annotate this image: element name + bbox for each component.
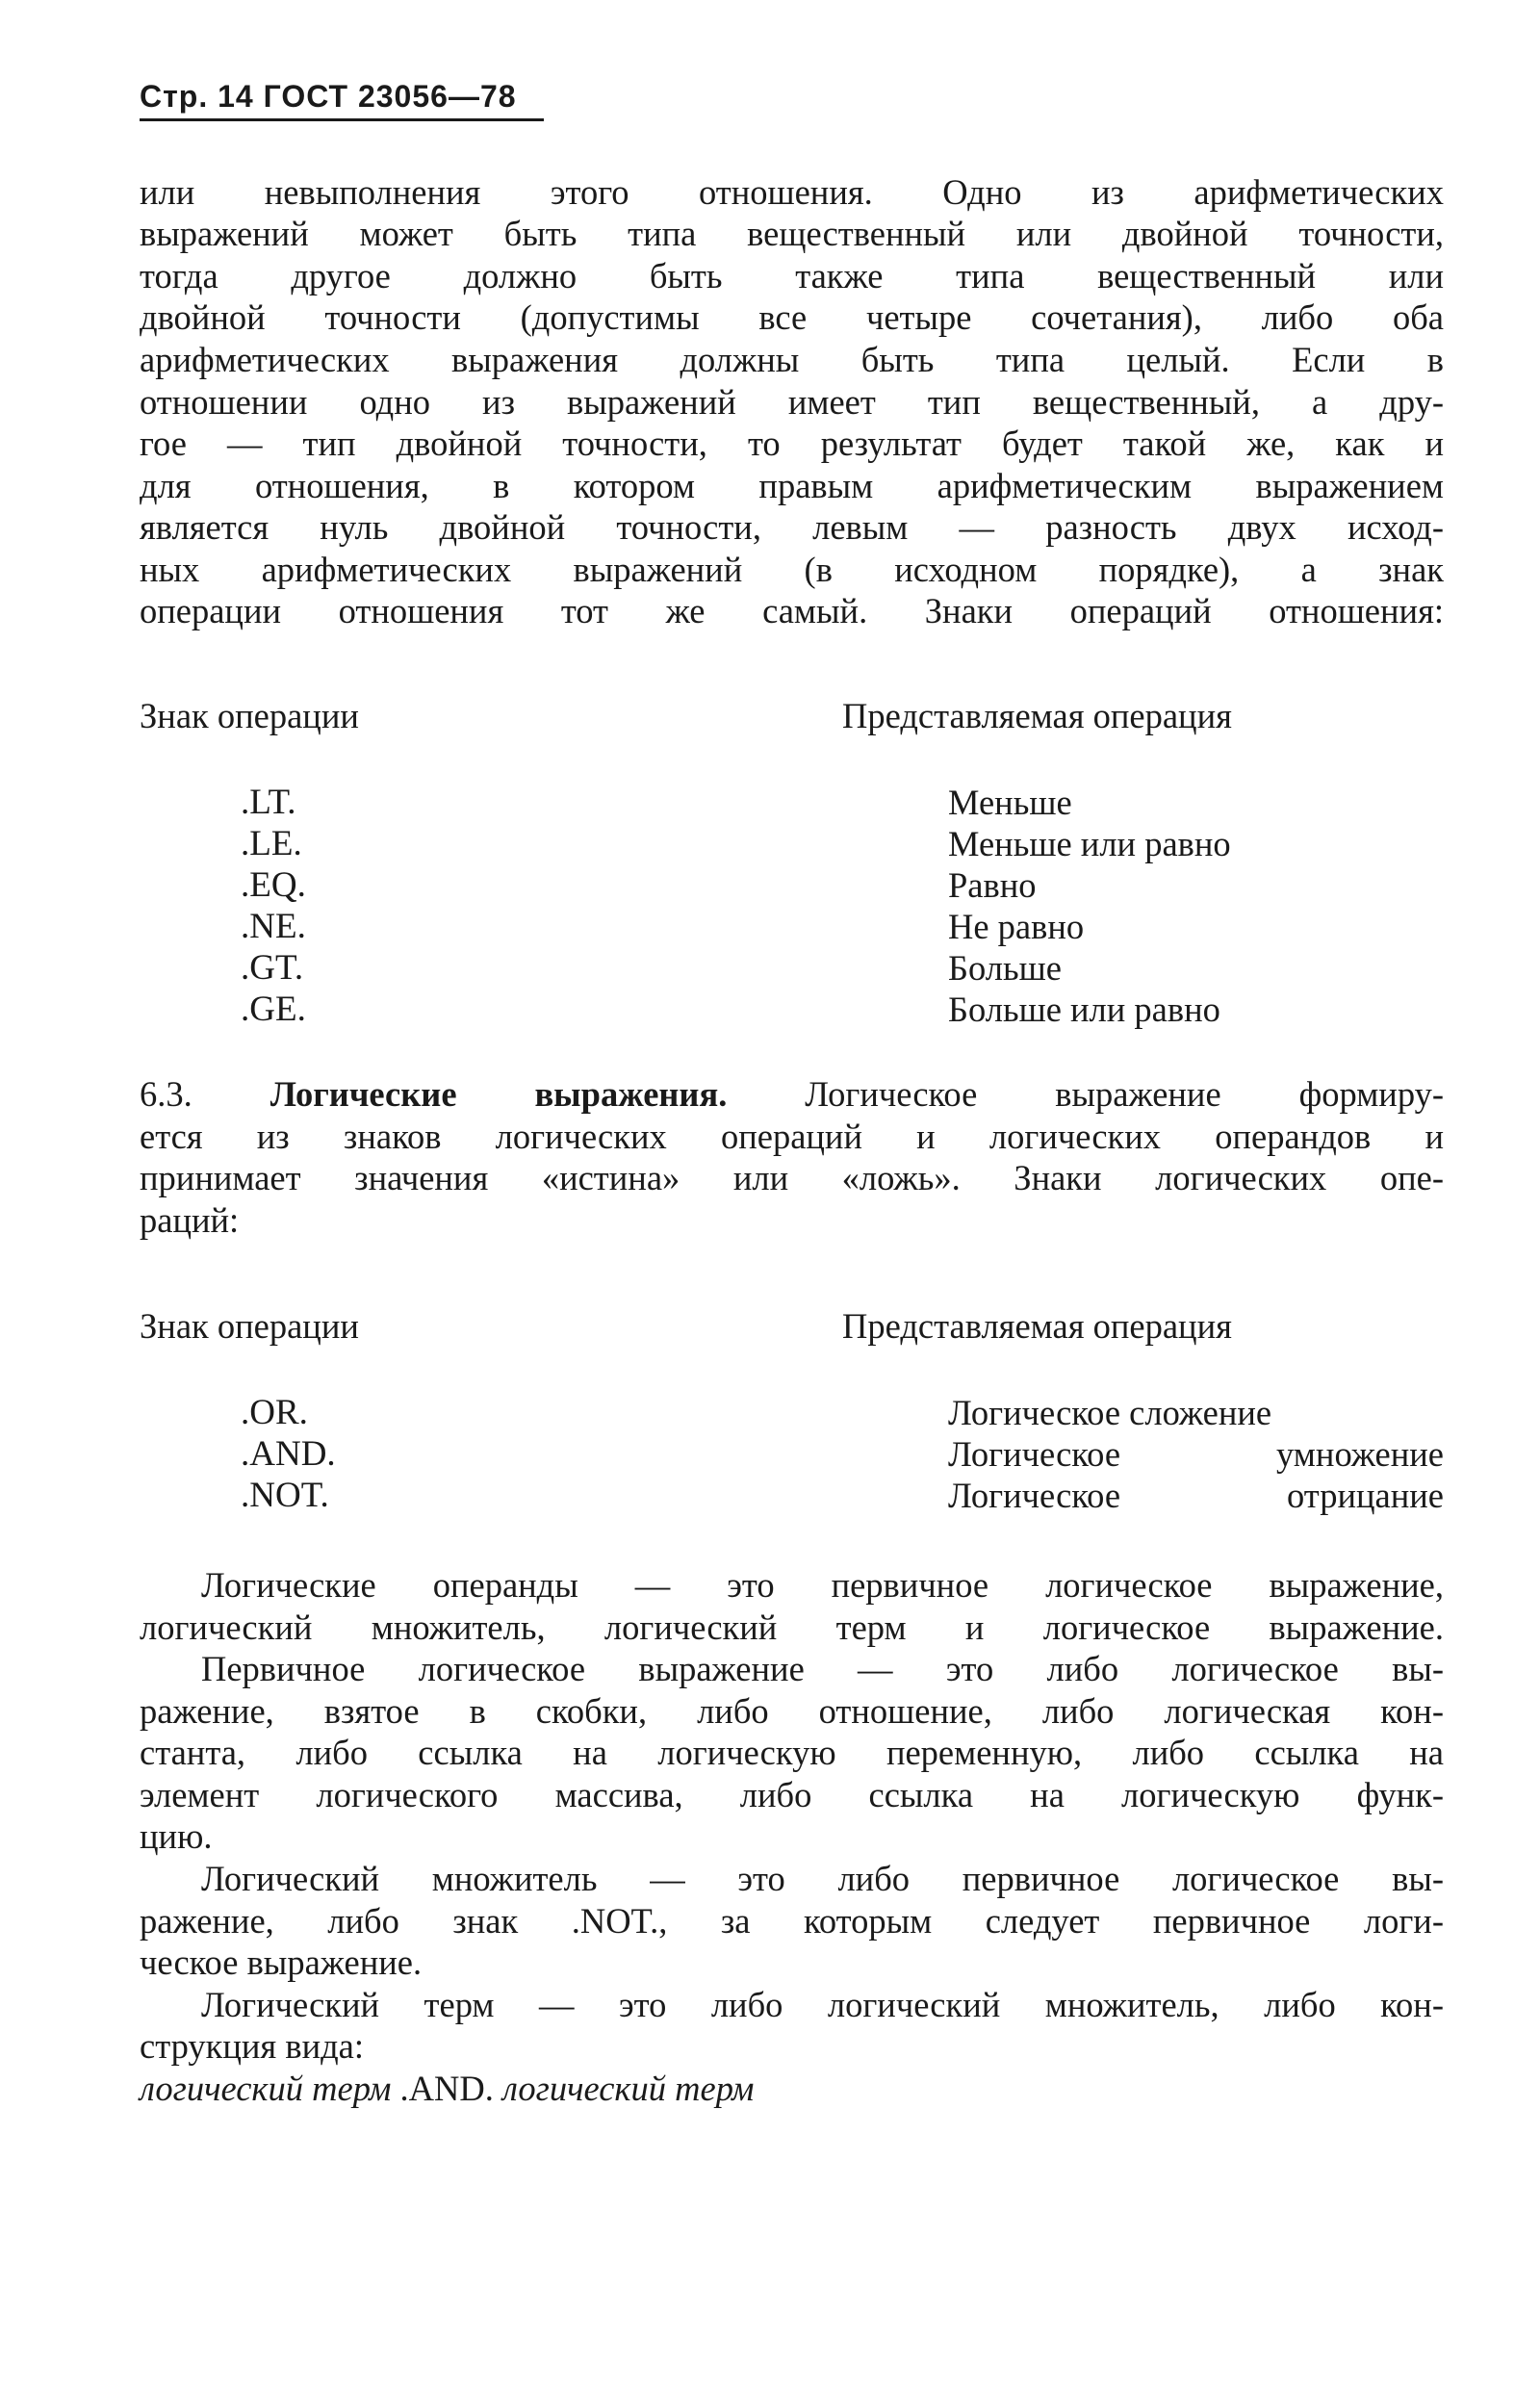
intro-line: двойной точности (допустимы все четыре сочетания), либо оба	[140, 297, 1444, 337]
operator-sign: .NOT.	[241, 1476, 329, 1515]
section-line: ется из знаков логических операций и логических операндов и	[140, 1117, 1444, 1156]
intro-line: или невыполнения этого отношения. Одно из арифметических	[140, 172, 1444, 212]
column-header-sign: Знак операции	[140, 1306, 359, 1346]
operator-sign: .OR.	[241, 1393, 308, 1432]
relational-operators-table	[140, 695, 1444, 1042]
paragraph-line: логический множитель, логический терм и логическое выражение.	[140, 1608, 1444, 1647]
operator-sign: .NE.	[241, 907, 306, 946]
section-line: раций:	[140, 1200, 240, 1240]
intro-line: для отношения, в котором правым арифметическим выражением	[140, 466, 1444, 505]
operator-meaning: Меньше или равно	[948, 824, 1231, 863]
operator-sign: .GE.	[241, 990, 306, 1029]
column-header-meaning: Представляемая операция	[842, 696, 1232, 735]
operator-meaning: Меньше	[948, 783, 1072, 822]
operator-sign: .GT.	[241, 948, 304, 988]
paragraph-line: Логический терм — это либо логический множитель, либо кон-	[201, 1985, 1444, 2024]
paragraph-line: цию.	[140, 1816, 213, 1856]
page-header: Стр. 14 ГОСТ 23056—78	[140, 79, 544, 121]
paragraph-line: элемент логического массива, либо ссылка на логическую функ-	[140, 1775, 1444, 1814]
section-6-3-first-line	[140, 1073, 1444, 1116]
paragraph-line: струкция вида:	[140, 2026, 365, 2066]
intro-line: выражений может быть типа вещественный или двойной точности,	[140, 214, 1444, 253]
section-text: Логическое выражение формиру-	[805, 1074, 1445, 1114]
column-header-sign: Знак операции	[140, 696, 359, 735]
operator-sign: .LT.	[241, 783, 296, 822]
logical-operators-table	[140, 1305, 1444, 1517]
intro-line: гое — тип двойной точности, то результат будет такой же, как и	[140, 424, 1444, 463]
section-line: принимает значения «истина» или «ложь». Знаки логических опе-	[140, 1158, 1444, 1197]
paragraph-line: станта, либо ссылка на логическую переменную, либо ссылка на	[140, 1733, 1444, 1772]
intro-line: ных арифметических выражений (в исходном порядке), а знак	[140, 550, 1444, 589]
paragraph-line: Логические операнды — это первичное логическое выражение,	[201, 1565, 1444, 1605]
paragraph-line: ческое выражение.	[140, 1942, 423, 1982]
construct-operator: .AND.	[399, 2069, 494, 2108]
construct-left: логический терм	[140, 2069, 392, 2108]
intro-line: операции отношения тот же самый. Знаки операций отношения:	[140, 591, 1444, 630]
operator-sign: .LE.	[241, 824, 302, 863]
paragraph-line: Логический множитель — это либо первичное логическое вы-	[201, 1859, 1444, 1898]
column-header-meaning: Представляемая операция	[842, 1306, 1232, 1346]
operator-sign: .AND.	[241, 1434, 336, 1474]
intro-line: является нуль двойной точности, левым — разность двух исход-	[140, 507, 1444, 547]
operator-meaning: Больше или равно	[948, 990, 1220, 1029]
operator-meaning: Не равно	[948, 907, 1085, 946]
paragraph-line: ражение, либо знак .NOT., за которым следует первичное логи-	[140, 1901, 1444, 1941]
operator-meaning: Логическое умножение	[948, 1434, 1444, 1474]
construct-right: логический терм	[502, 2069, 755, 2108]
intro-line: тогда другое должно быть также типа вещественный или	[140, 256, 1444, 296]
section-number: 6.3.	[140, 1074, 192, 1114]
operator-meaning: Равно	[948, 865, 1037, 905]
intro-line: отношении одно из выражений имеет тип вещественный, а дру-	[140, 382, 1444, 422]
intro-line: арифметических выражения должны быть типа целый. Если в	[140, 340, 1444, 379]
construct-line	[140, 2068, 1444, 2110]
operator-meaning: Логическое сложение	[948, 1393, 1272, 1432]
section-title: Логические выражения.	[270, 1074, 728, 1114]
operator-meaning: Логическое отрицание	[948, 1476, 1444, 1515]
paragraph-line: Первичное логическое выражение — это либо логическое вы-	[201, 1649, 1444, 1688]
operator-sign: .EQ.	[241, 865, 306, 905]
operator-meaning: Больше	[948, 948, 1062, 988]
paragraph-line: ражение, взятое в скобки, либо отношение, либо логическая кон-	[140, 1691, 1444, 1731]
